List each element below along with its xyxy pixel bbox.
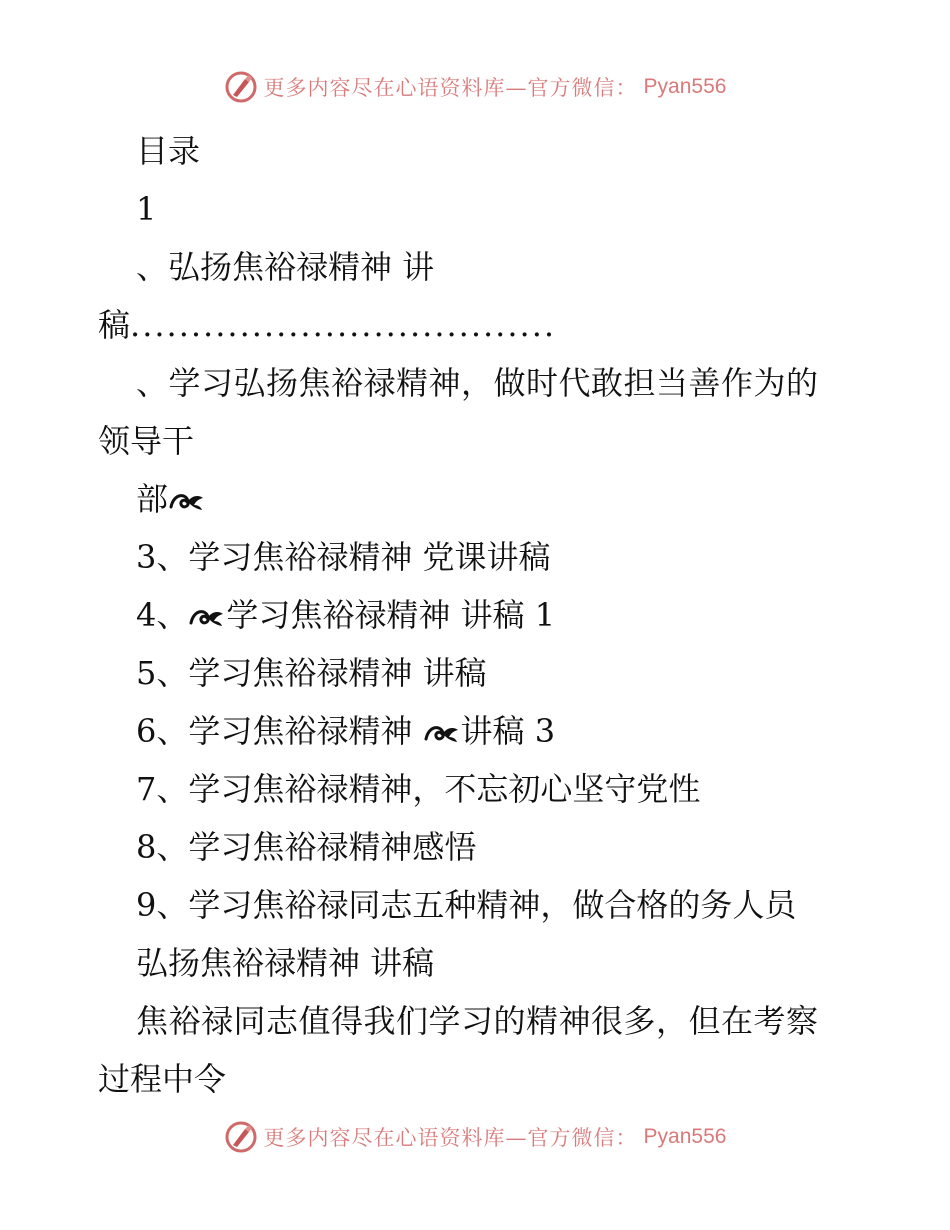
toc-item-6-tail: 讲稿 3 — [460, 712, 556, 750]
toc-leader-dots: ................................... — [130, 306, 557, 344]
toc-item-6-text: 6、学习焦裕禄精神 — [136, 712, 423, 750]
toc-item-2-end — [98, 470, 858, 528]
toc-item-2-cont: 领导干 — [98, 422, 195, 460]
watermark-wechat-id: Pyan556 — [643, 1125, 727, 1148]
flourish-ornament-icon — [423, 719, 461, 745]
toc-item-2: 、学习弘扬焦裕禄精神，做时代敢担当善作为的 — [136, 364, 819, 402]
toc-item-7: 7、学习焦裕禄精神，不忘初心坚守党性 — [136, 770, 701, 808]
toc-item-4-text: 学习焦裕禄精神 讲稿 1 — [226, 596, 556, 634]
toc-item-1-cont — [98, 296, 858, 354]
toc-item-2-tail: 部 — [136, 480, 169, 518]
toc-item-1-tail: 稿 — [98, 306, 131, 344]
pen-circle-logo-icon — [224, 1120, 258, 1154]
toc-title: 目录 — [136, 132, 201, 170]
watermark-text: 更多内容尽在心语资料库—官方微信： — [263, 76, 638, 100]
watermark-footer — [0, 1120, 950, 1160]
toc-item-6 — [98, 702, 858, 760]
toc-item-4-number: 4、 — [136, 596, 189, 634]
flourish-ornament-icon — [168, 487, 206, 513]
watermark-wechat-id: Pyan556 — [643, 75, 727, 98]
toc-item-3: 3、学习焦裕禄精神 党课讲稿 — [136, 538, 551, 576]
toc-item-8: 8、学习焦裕禄精神感悟 — [136, 828, 477, 866]
watermark-text: 更多内容尽在心语资料库—官方微信： — [263, 1126, 638, 1150]
pen-circle-logo-icon — [224, 70, 258, 104]
toc-number: 1 — [136, 190, 157, 228]
toc-item-1: 、弘扬焦裕禄精神 讲 — [136, 248, 435, 286]
toc-item-4 — [98, 586, 858, 644]
article-paragraph: 焦裕禄同志值得我们学习的精神很多，但在考察 — [136, 1002, 819, 1040]
document-body — [98, 122, 858, 1108]
flourish-ornament-icon — [188, 603, 226, 629]
toc-item-5: 5、学习焦裕禄精神 讲稿 — [136, 654, 487, 692]
article-heading: 弘扬焦裕禄精神 讲稿 — [136, 944, 435, 982]
article-paragraph-cont: 过程中令 — [98, 1060, 227, 1098]
toc-item-9: 9、学习焦裕禄同志五种精神，做合格的务人员 — [136, 886, 797, 924]
watermark-header — [0, 70, 950, 110]
